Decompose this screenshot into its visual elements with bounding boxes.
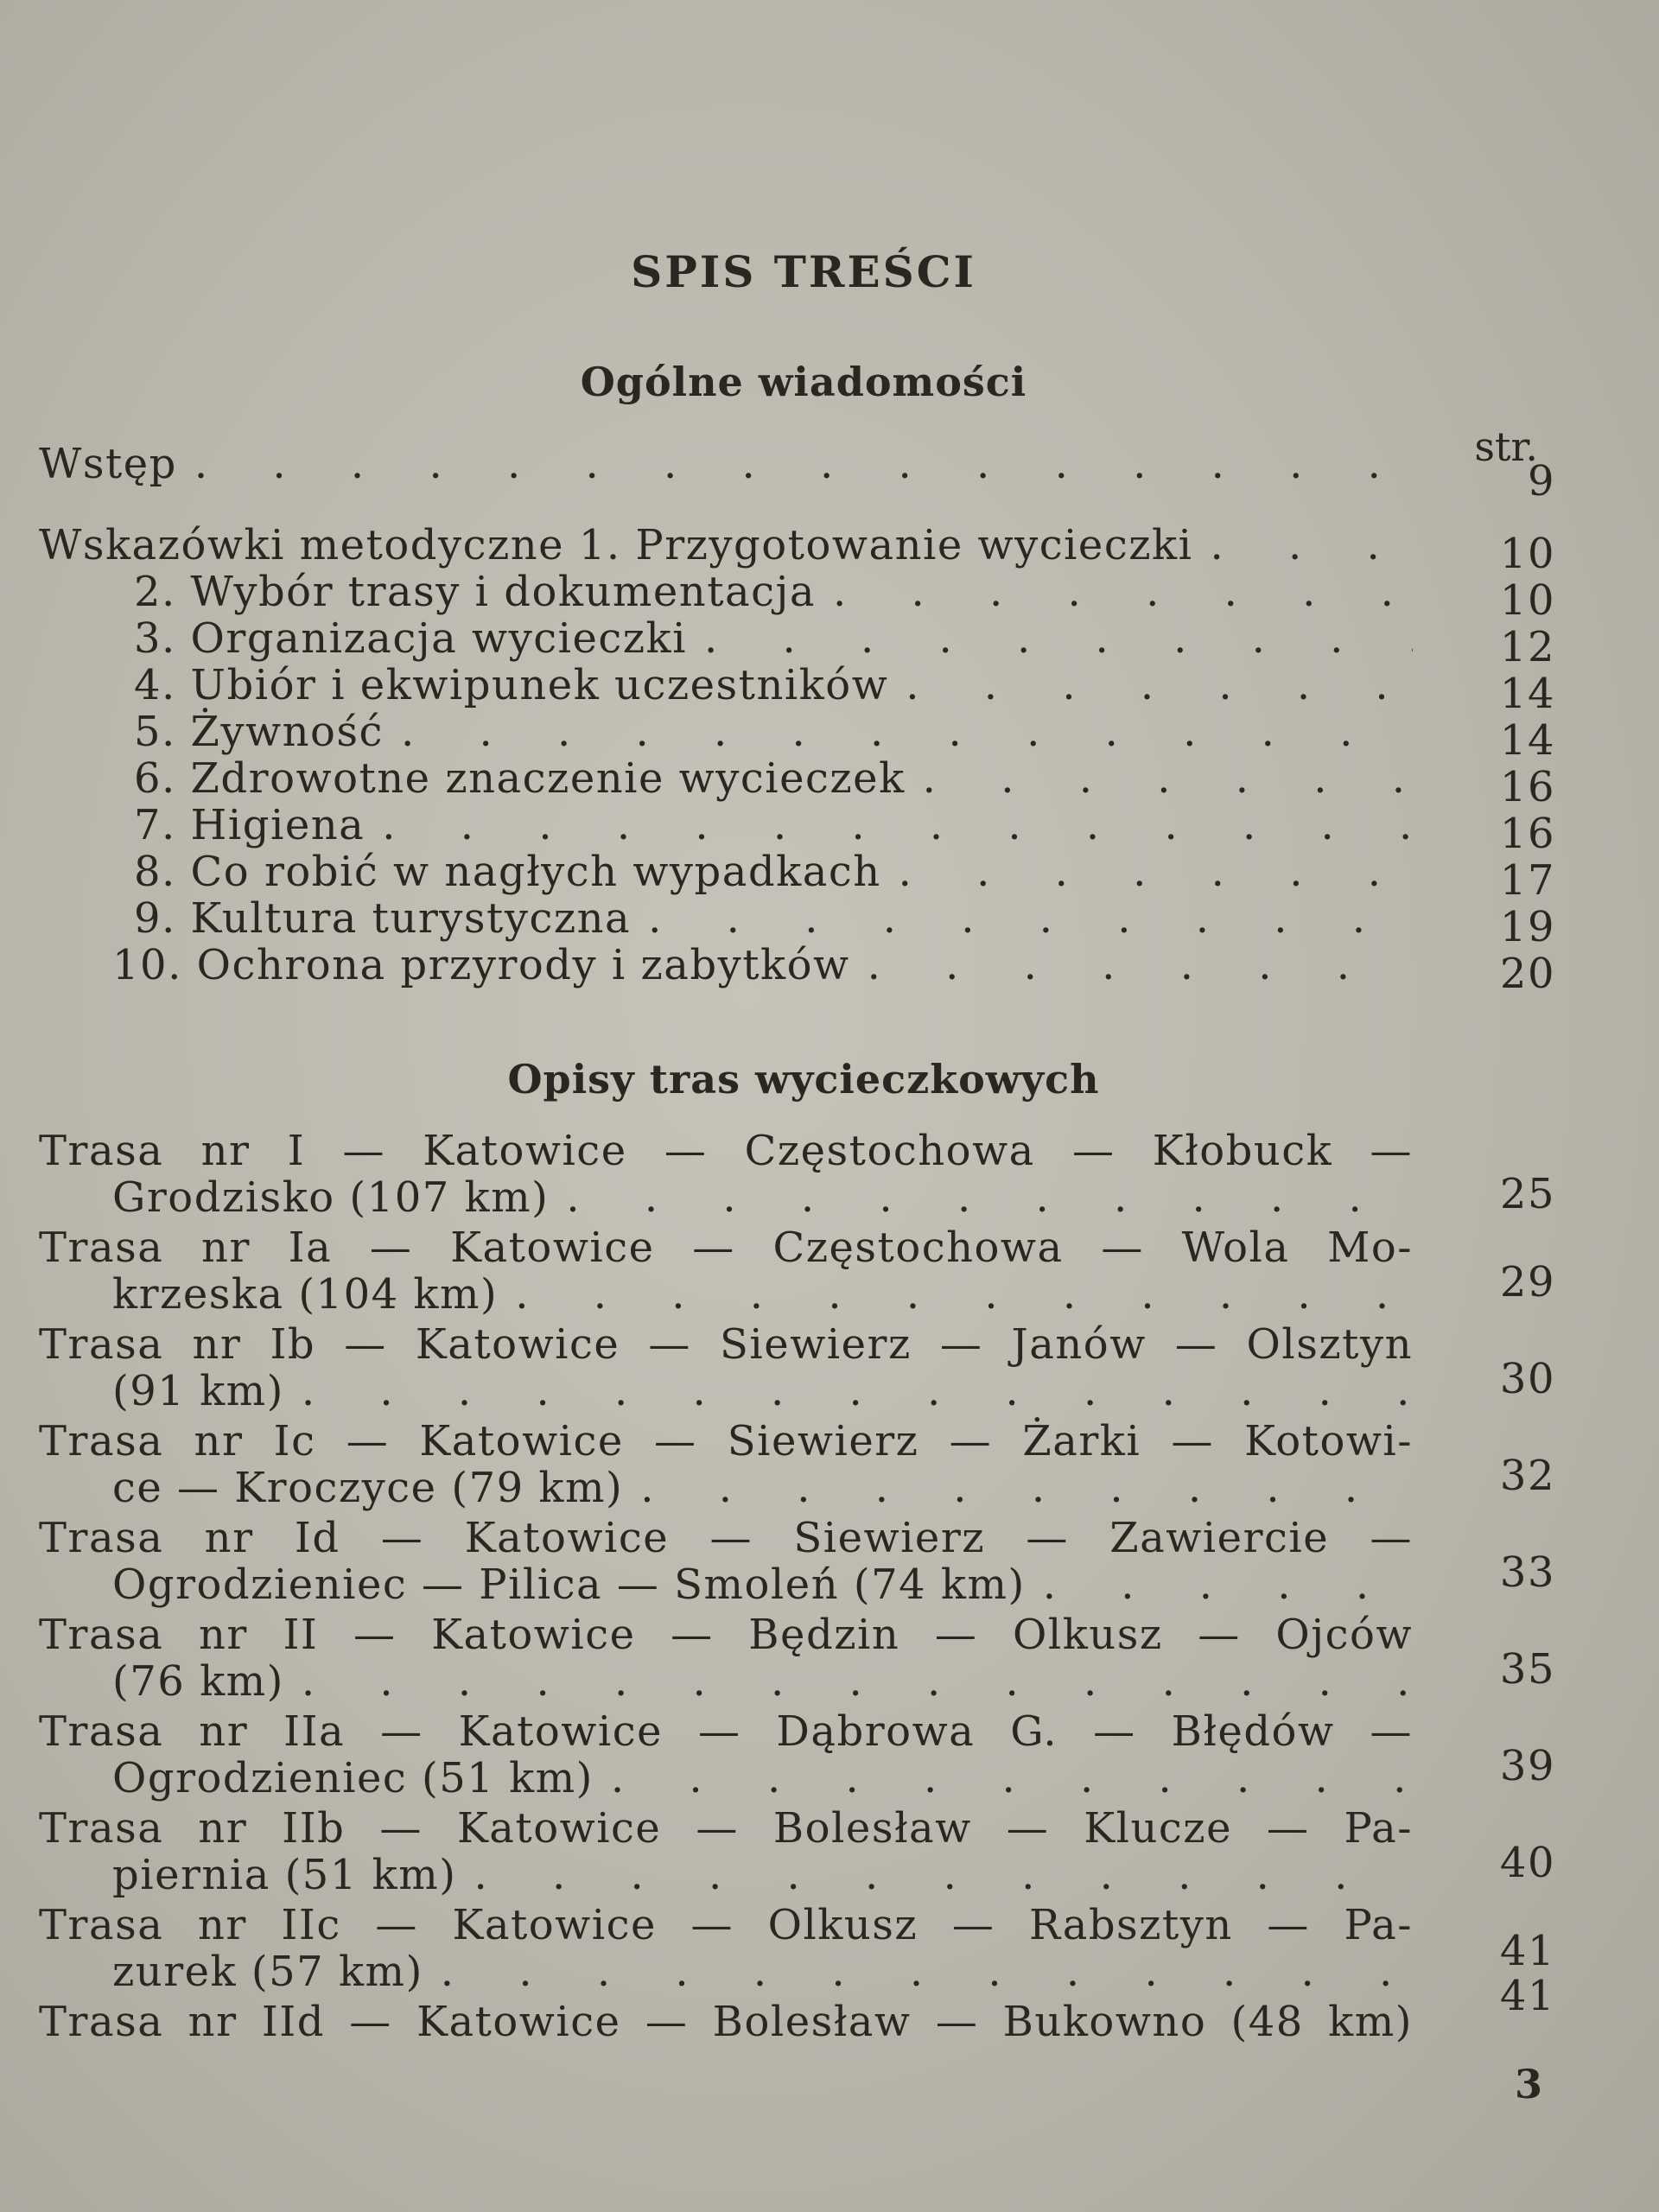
toc-entry-text: Wskazówki metodyczne 1. Przygotowanie wycieczki: [39, 521, 1193, 569]
toc-entry-page: 16: [1499, 810, 1555, 858]
dot-leader: [704, 615, 1413, 662]
page-title: SPIS TREŚCI: [631, 246, 976, 297]
route-page: 40: [1499, 1839, 1555, 1887]
route-title-cont: ce — Kroczyce (79 km): [112, 1464, 624, 1512]
route-title-cont: Ogrodzieniec — Pilica — Smoleń (74 km): [112, 1560, 1026, 1609]
toc-entry-text: 2. Wybór trasy i dokumentacja: [134, 568, 816, 616]
toc-entry-text: 4. Ubiór i ekwipunek uczestników: [134, 661, 889, 709]
toc-entry-text: 6. Zdrowotne znaczenie wycieczek: [134, 754, 906, 803]
dot-leader: [302, 1368, 1413, 1414]
route-page: 41: [1499, 1927, 1555, 1975]
route-title: Trasa nr II — Katowice — Będzin — Olkusz — Ojców: [39, 1611, 1413, 1659]
route-title: Trasa nr IId — Katowice — Bolesław — Bukowno (48 km): [39, 1998, 1413, 2046]
route-page: 29: [1499, 1258, 1555, 1306]
route-title: Trasa nr IIb — Katowice — Bolesław — Klucze — Pa-: [39, 1804, 1413, 1853]
route-title-cont: krzeska (104 km): [112, 1270, 499, 1319]
route-entry: [39, 1805, 1555, 1898]
dot-leader: [302, 1658, 1413, 1705]
dot-leader: [1210, 522, 1430, 569]
route-entry: [39, 1321, 1555, 1414]
toc-entry: [39, 614, 1555, 671]
route-page: 32: [1499, 1452, 1555, 1500]
toc-entry: [39, 754, 1555, 811]
route-entry: [39, 1128, 1555, 1221]
toc-general-list: [39, 440, 1555, 998]
dot-leader: [640, 1465, 1413, 1511]
toc-entry: [39, 661, 1555, 718]
route-title: Trasa nr IIa — Katowice — Dąbrowa G. — Błędów —: [39, 1707, 1413, 1756]
route-entry: [39, 1418, 1555, 1511]
route-entry: [39, 1708, 1555, 1802]
route-entry: [39, 1515, 1555, 1608]
toc-entry-page: 20: [1499, 950, 1555, 998]
route-entry: [39, 1611, 1555, 1705]
toc-entry-page: 16: [1499, 763, 1555, 811]
dot-leader: [906, 662, 1413, 709]
toc-entry: [39, 708, 1555, 765]
route-title: Trasa nr Ic — Katowice — Siewierz — Żarki — Kotowi-: [39, 1417, 1413, 1465]
section-heading-routes: Opisy tras wycieczkowych: [507, 1056, 1100, 1103]
route-title-cont: piernia (51 km): [112, 1851, 457, 1899]
toc-entry-text: 7. Higiena: [134, 801, 365, 849]
route-page: 33: [1499, 1548, 1555, 1597]
route-title-cont: (76 km): [112, 1657, 284, 1706]
dot-leader: [833, 569, 1413, 615]
toc-entry-text: 10. Ochrona przyrody i zabytków: [112, 941, 850, 989]
route-title: Trasa nr IIc — Katowice — Olkusz — Rabsztyn — Pa-: [39, 1901, 1413, 1949]
dot-leader: [401, 709, 1413, 755]
page-column-label: str.: [1474, 423, 1538, 470]
toc-entry-page: 14: [1499, 670, 1555, 718]
page-number: 3: [1514, 2061, 1542, 2107]
route-entry: [39, 1902, 1555, 1995]
dot-leader: [899, 849, 1413, 895]
toc-entry: [39, 521, 1555, 578]
toc-entry-page: 10: [1499, 530, 1555, 578]
dot-leader: [382, 802, 1413, 849]
toc-entry: [39, 848, 1555, 905]
dot-leader: [566, 1174, 1413, 1221]
route-page: 39: [1499, 1742, 1555, 1790]
toc-entry: [39, 440, 1555, 505]
route-page: 30: [1499, 1355, 1555, 1403]
toc-entry-page: 12: [1499, 623, 1555, 671]
dot-leader: [1043, 1561, 1413, 1608]
toc-entry: [39, 568, 1555, 625]
dot-leader: [923, 755, 1413, 802]
route-title: Trasa nr Ia — Katowice — Częstochowa — Wola Mo-: [39, 1224, 1413, 1272]
route-title-cont: zurek (57 km): [112, 1948, 423, 1996]
route-page: 41: [1499, 1972, 1555, 2020]
toc-entry-text: 5. Żywność: [134, 708, 384, 756]
route-page: 25: [1499, 1170, 1555, 1218]
route-title-cont: (91 km): [112, 1367, 284, 1415]
toc-entry-page: 10: [1499, 576, 1555, 625]
toc-entry: [39, 941, 1555, 998]
toc-entry-page: 17: [1499, 856, 1555, 905]
dot-leader: [194, 441, 1413, 487]
route-title-cont: Grodzisko (107 km): [112, 1173, 550, 1222]
route-title: Trasa nr I — Katowice — Częstochowa — Kłobuck —: [39, 1127, 1413, 1175]
dot-leader: [648, 895, 1413, 942]
dot-leader: [868, 942, 1413, 988]
toc-entry-text: 9. Kultura turystyczna: [134, 894, 632, 943]
toc-entry: [39, 894, 1555, 951]
toc-entry-page: 19: [1499, 903, 1555, 951]
toc-entry-page: 14: [1499, 716, 1555, 765]
route-title: Trasa nr Id — Katowice — Siewierz — Zawiercie —: [39, 1514, 1413, 1562]
toc-entry: [39, 801, 1555, 858]
dot-leader: [441, 1948, 1413, 1995]
dot-leader: [515, 1271, 1413, 1318]
toc-entry-text: 8. Co robić w nagłych wypadkach: [134, 848, 881, 896]
toc-routes-list: [39, 1128, 1555, 2049]
route-entry: [39, 1224, 1555, 1318]
toc-entry-page: 9: [1527, 457, 1555, 505]
section-heading-general: Ogólne wiadomości: [580, 359, 1027, 405]
toc-entry-text: 3. Organizacja wycieczki: [134, 614, 687, 663]
dot-leader: [611, 1755, 1413, 1802]
dot-leader: [474, 1852, 1413, 1898]
route-title-cont: Ogrodzieniec (51 km): [112, 1754, 594, 1802]
route-title: Trasa nr Ib — Katowice — Siewierz — Janów — Olsztyn: [39, 1320, 1413, 1369]
route-page: 35: [1499, 1645, 1555, 1694]
toc-entry-text: Wstęp: [39, 440, 177, 488]
